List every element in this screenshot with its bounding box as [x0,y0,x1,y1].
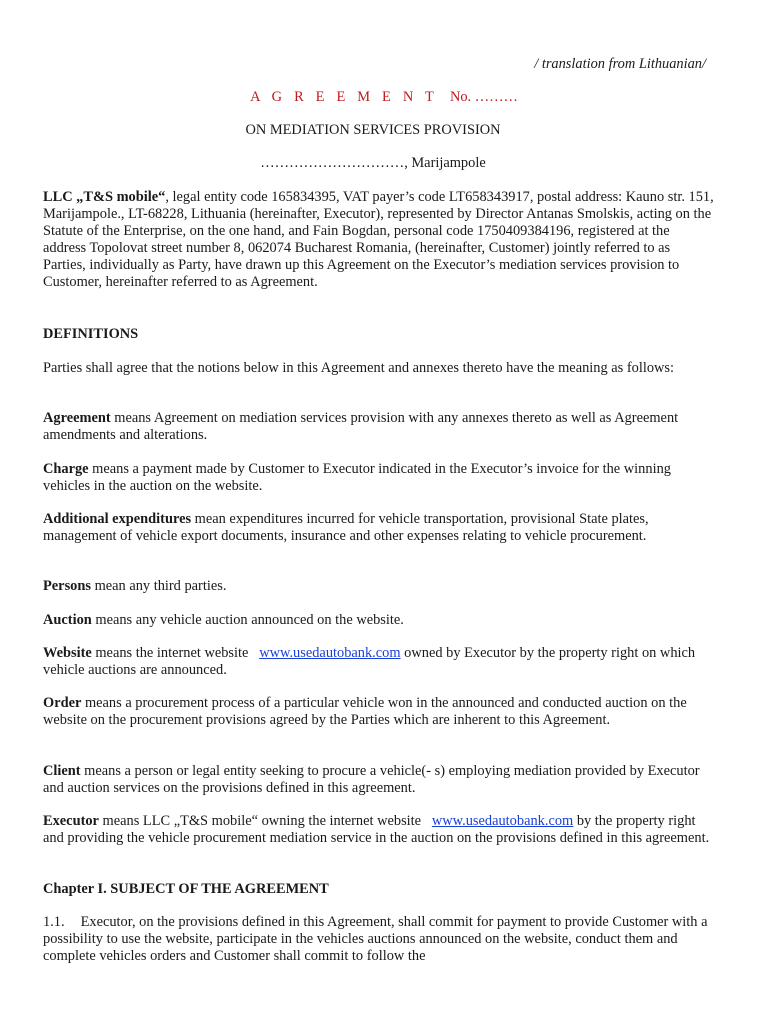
definitions-heading: DEFINITIONS [43,326,139,342]
definition-text: means the internet website [91,645,260,661]
definition-term: Executor [43,813,99,829]
definitions-lead: Parties shall agree that the notions below in this Agreement and annexes thereto have the meaning as follows: [43,360,675,376]
chapter-heading: Chapter I. SUBJECT OF THE AGREEMENT [43,881,329,897]
clause-1-1 [43,914,715,965]
website-link[interactable]: www.usedautobank.com [259,645,401,661]
definition-persons [43,578,715,595]
agreement-number: No. ……… [449,89,518,105]
definition-agreement [43,410,715,444]
definition-text: by the property right and providing the vehicle procurement mediation service in the auction on the provisions defined in this agreement. [43,813,710,846]
definition-term: Auction [43,612,92,628]
definition-term: Persons [43,578,91,594]
definition-website [43,645,715,679]
translation-note: / translation from Lithuanian/ [534,56,706,72]
definition-text: means a procurement process of a particular vehicle won in the announced and conducted auction on the website on the procurement provisions agreed by the Parties which are inherent to this Agreement. [43,695,687,728]
definition-term: Client [43,763,81,779]
definition-client [43,763,715,797]
definition-text: means a person or legal entity seeking to procure a vehicle(- s) employing mediation provided by Executor and auction services on the provisions defined in this agreement. [43,763,700,796]
definition-text: mean expenditures incurred for vehicle transportation, provisional State plates, management of vehicle export documents, insurance and other expenses relating to vehicle procurement. [43,511,649,544]
definition-term: Agreement [43,410,111,426]
definition-additional-expenditures [43,511,715,545]
clause-text: Executor, on the provisions defined in this Agreement, shall commit for payment to provide Customer with a possibility to use the website, participate in the vehicles auctions announced on the website, conduct them and complete vehicles orders and Customer shall commit to follow the [43,914,708,964]
definition-auction [43,612,715,629]
company-name: LLC „T&S mobile“ [43,189,166,205]
intro-paragraph [43,189,715,291]
definition-term: Website [43,645,92,661]
definition-text: owned by Executor by the property right on which vehicle auctions are announced. [43,645,699,678]
definition-term: Additional expenditures [43,511,192,527]
agreement-place: …………………………, Marijampole [260,155,486,171]
definition-text: means a payment made by Customer to Executor indicated in the Executor’s invoice for the winning vehicles in the auction on the website. [43,461,671,494]
definition-order [43,695,715,729]
agreement-title [0,89,768,106]
definition-term: Order [43,695,82,711]
website-link[interactable]: www.usedautobank.com [431,813,574,829]
definition-charge [43,461,715,495]
definition-text: means LLC „T&S mobile“ owning the internet website [98,813,432,829]
agreement-subtitle: ON MEDIATION SERVICES PROVISION [245,122,501,138]
definition-term: Charge [43,461,89,477]
definition-text: means Agreement on mediation services provision with any annexes thereto as well as Agreement amendments and alterations. [43,410,679,443]
clause-number: 1.1. [43,914,65,930]
definition-executor [43,813,715,847]
definition-text: means any vehicle auction announced on the website. [91,612,404,628]
intro-text: , legal entity code 165834395, VAT payer’s code LT658343917, postal address: Kauno str. 151, Marijampole., LT-68228, Lithuania (hereinafter, Executor), represented by Director Antanas Smolskis, acting on the Statute of the Enterprise, on the one hand, and Fain Bogdan, personal code 1750409384196, registered at the address Topolovat street number 8, 062074 Bucharest Romania, (hereinafter, Customer) jointly referred to as Parties, individually as Party, have drawn up this Agreement on the Executor’s mediation services provision to Customer, hereinafter referred to as Agreement. [43,189,714,290]
agreement-title-word: A G R E E M E N T [250,89,438,105]
definition-text: mean any third parties. [90,578,227,594]
